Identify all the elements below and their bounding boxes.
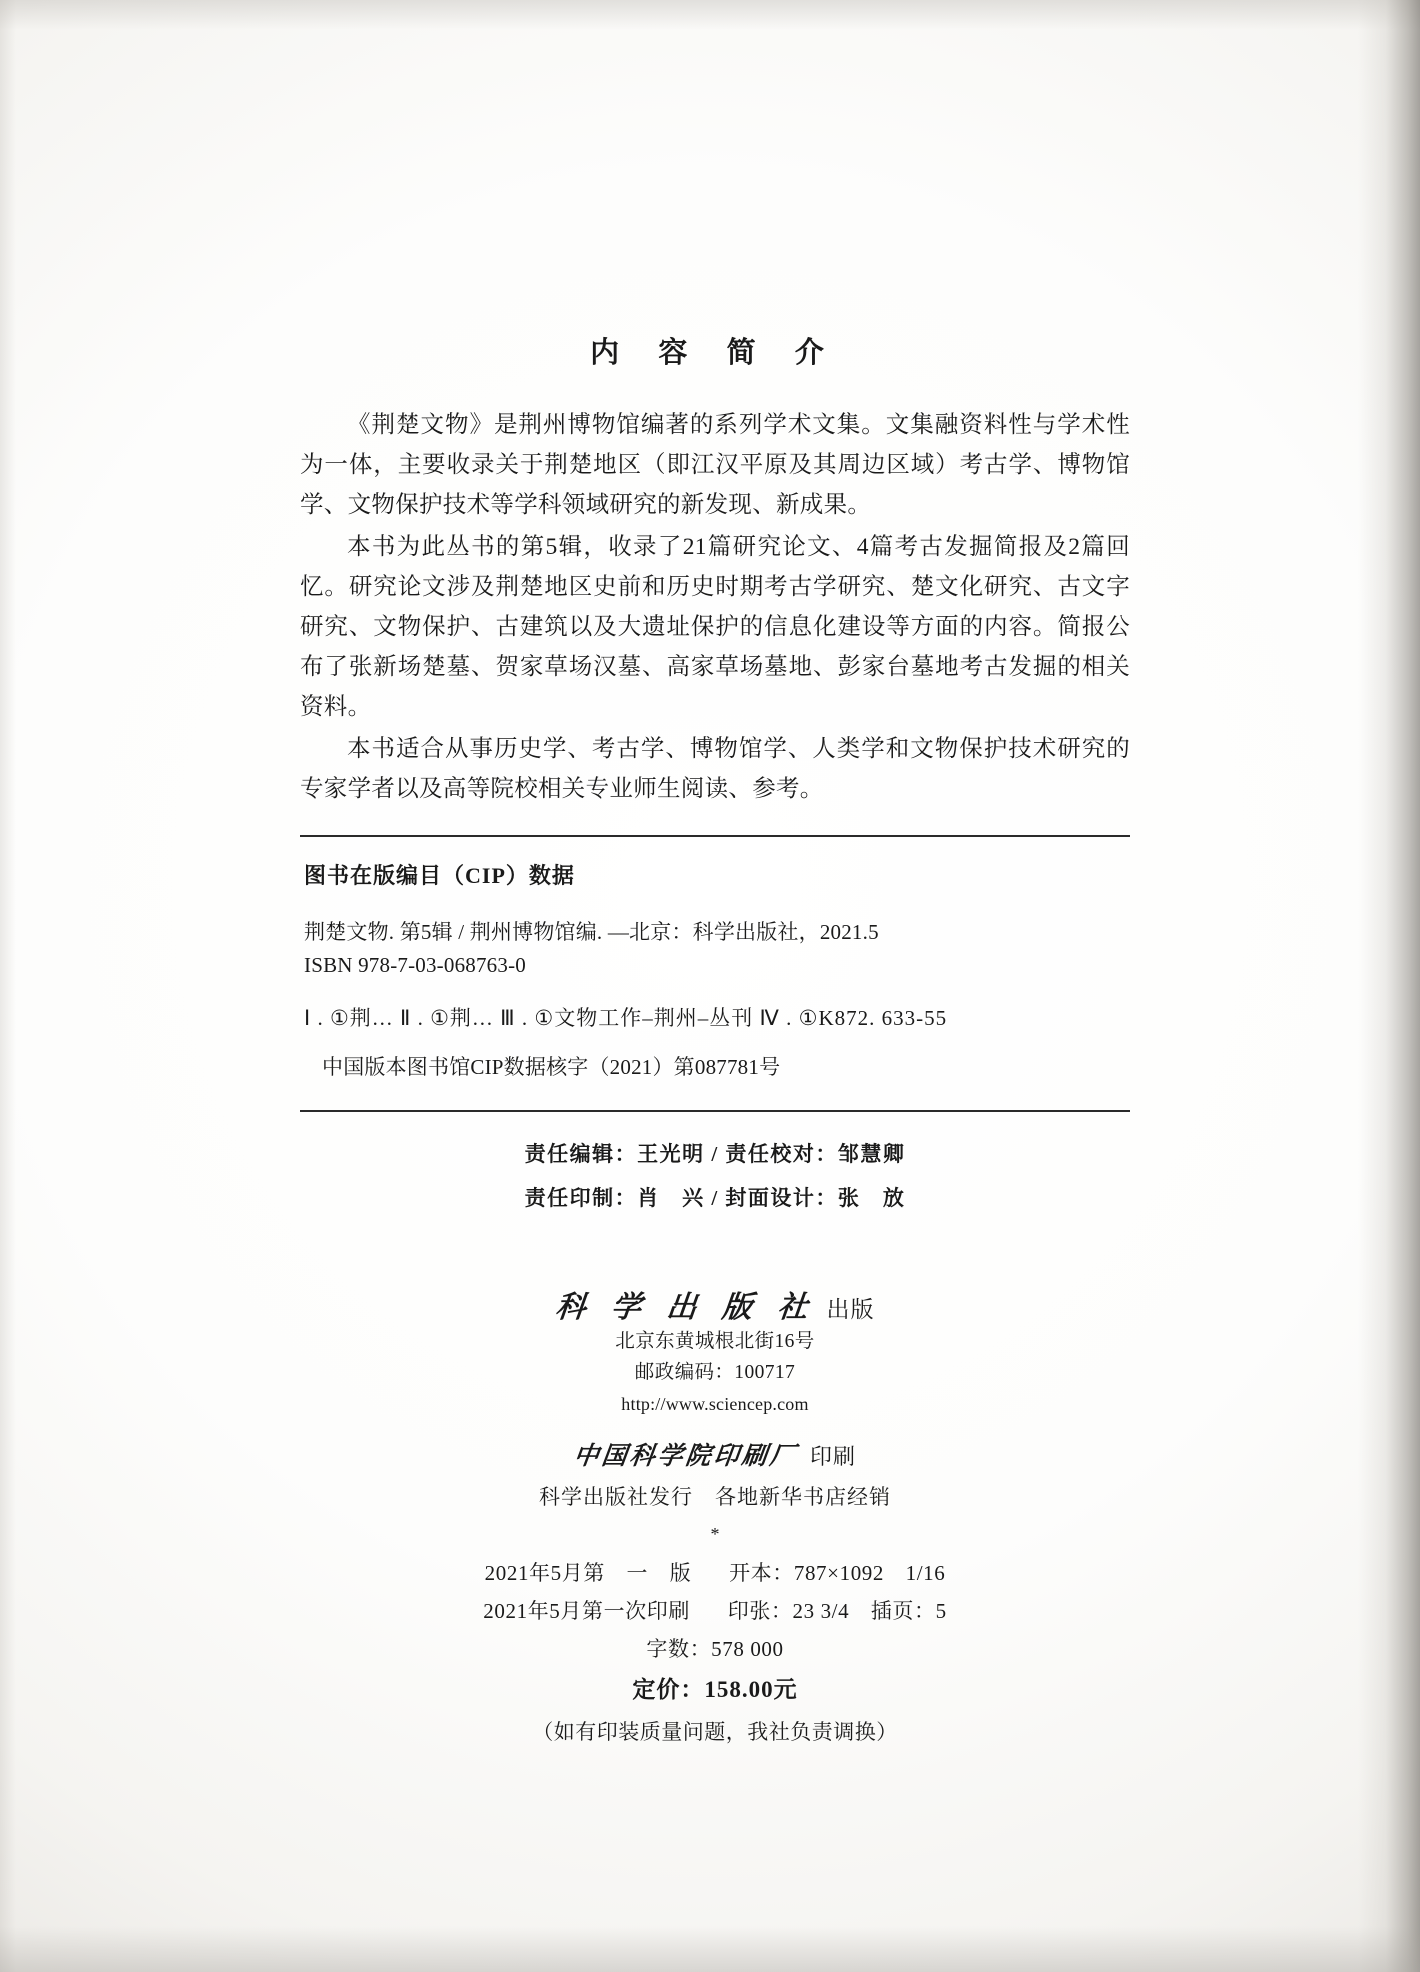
publisher-name-row: [300, 1282, 1130, 1326]
spec-sheets: 印张：23 3/4 插页：5: [727, 1598, 947, 1623]
copyright-page-content: [300, 330, 1130, 1752]
spec-edition-date: 2021年5月第 一 版: [484, 1560, 692, 1585]
cip-core-number: 中国版本图书馆CIP数据核字（2021）第087781号: [322, 1055, 781, 1079]
cip-spacer: [300, 982, 1130, 1002]
quality-note: （如有印装质量问题，我社负责调换）: [532, 1719, 898, 1744]
scan-edge-right: [1358, 0, 1420, 1972]
cip-classification: Ⅰ . ①荆… Ⅱ . ①荆… Ⅲ . ①文物工作–荆州–丛刊 Ⅳ . ①K872. 633-55: [304, 1006, 948, 1030]
publisher-address: 北京东黄城根北街16号: [615, 1330, 815, 1352]
printer-logo: 中国科学院印刷厂: [572, 1442, 800, 1470]
publisher-block: [300, 1282, 1130, 1546]
spec-format: 开本：787×1092 1/16: [729, 1560, 946, 1585]
scan-edge-bottom: [0, 1926, 1420, 1972]
summary-paragraph-2: 本书为此丛书的第5辑，收录了21篇研究论文、4篇考古发掘简报及2篇回忆。研究论文涉及荆楚地区史前和历史时期考古学研究、楚文化研究、古文字研究、文物保护、古建筑以及大遗址保护的信息化建设等方面的内容。简报公布了张新场楚墓、贺家草场汉墓、高家草场墓地、彭家台墓地考古发掘的相关资料。: [300, 534, 1130, 720]
science-press-logo: 科 学 出 版 社: [553, 1290, 818, 1324]
credits-block: [300, 1112, 1130, 1220]
spec-impression-date: 2021年5月第一次印刷: [483, 1598, 690, 1623]
summary-paragraph-1: 《荆楚文物》是荆州博物馆编著的系列学术文集。文集融资料性与学术性为一体，主要收录关于荆楚地区（即江汉平原及其周边区域）考古学、博物馆学、文物保护技术等学科领域研究的新发现、新成果。: [300, 412, 1130, 518]
cip-block: [300, 837, 1130, 1084]
page-title: 内 容 简 介: [590, 337, 840, 369]
cip-title-line: 荆楚文物. 第5辑 / 荆州博物馆编. —北京：科学出版社，2021.5: [304, 920, 879, 944]
distribution-line: 科学出版社发行 各地新华书店经销: [539, 1484, 891, 1509]
publisher-postcode: 邮政编码：100717: [634, 1361, 796, 1383]
separator-asterisk: *: [710, 1523, 720, 1544]
printer-suffix: 印刷: [810, 1443, 857, 1469]
summary-paragraph-3: 本书适合从事历史学、考古学、博物馆学、人类学和文物保护技术研究的专家学者以及高等院校相关专业师生阅读、参考。: [300, 736, 1130, 802]
cip-isbn: ISBN 978-7-03-068763-0: [304, 953, 526, 977]
cip-heading: 图书在版编目（CIP）数据: [304, 863, 575, 888]
scan-edge-left: [0, 0, 16, 1972]
credit-production-line: 责任印制：肖 兴 / 封面设计：张 放: [524, 1185, 906, 1210]
publisher-suffix: 出版: [826, 1296, 875, 1322]
credit-editor-line: 责任编辑：王光明 / 责任校对：邹慧卿: [524, 1141, 906, 1166]
print-specs-block: [300, 1554, 1130, 1752]
scan-edge-top: [0, 0, 1420, 30]
spec-impression-row: [300, 1592, 1130, 1630]
printer-row: [300, 1436, 1130, 1472]
spec-word-count: 字数：578 000: [646, 1636, 784, 1661]
spec-edition-row: [300, 1554, 1130, 1592]
publisher-url: http://www.sciencep.com: [621, 1393, 809, 1414]
price-line: 定价：158.00元: [632, 1676, 798, 1702]
